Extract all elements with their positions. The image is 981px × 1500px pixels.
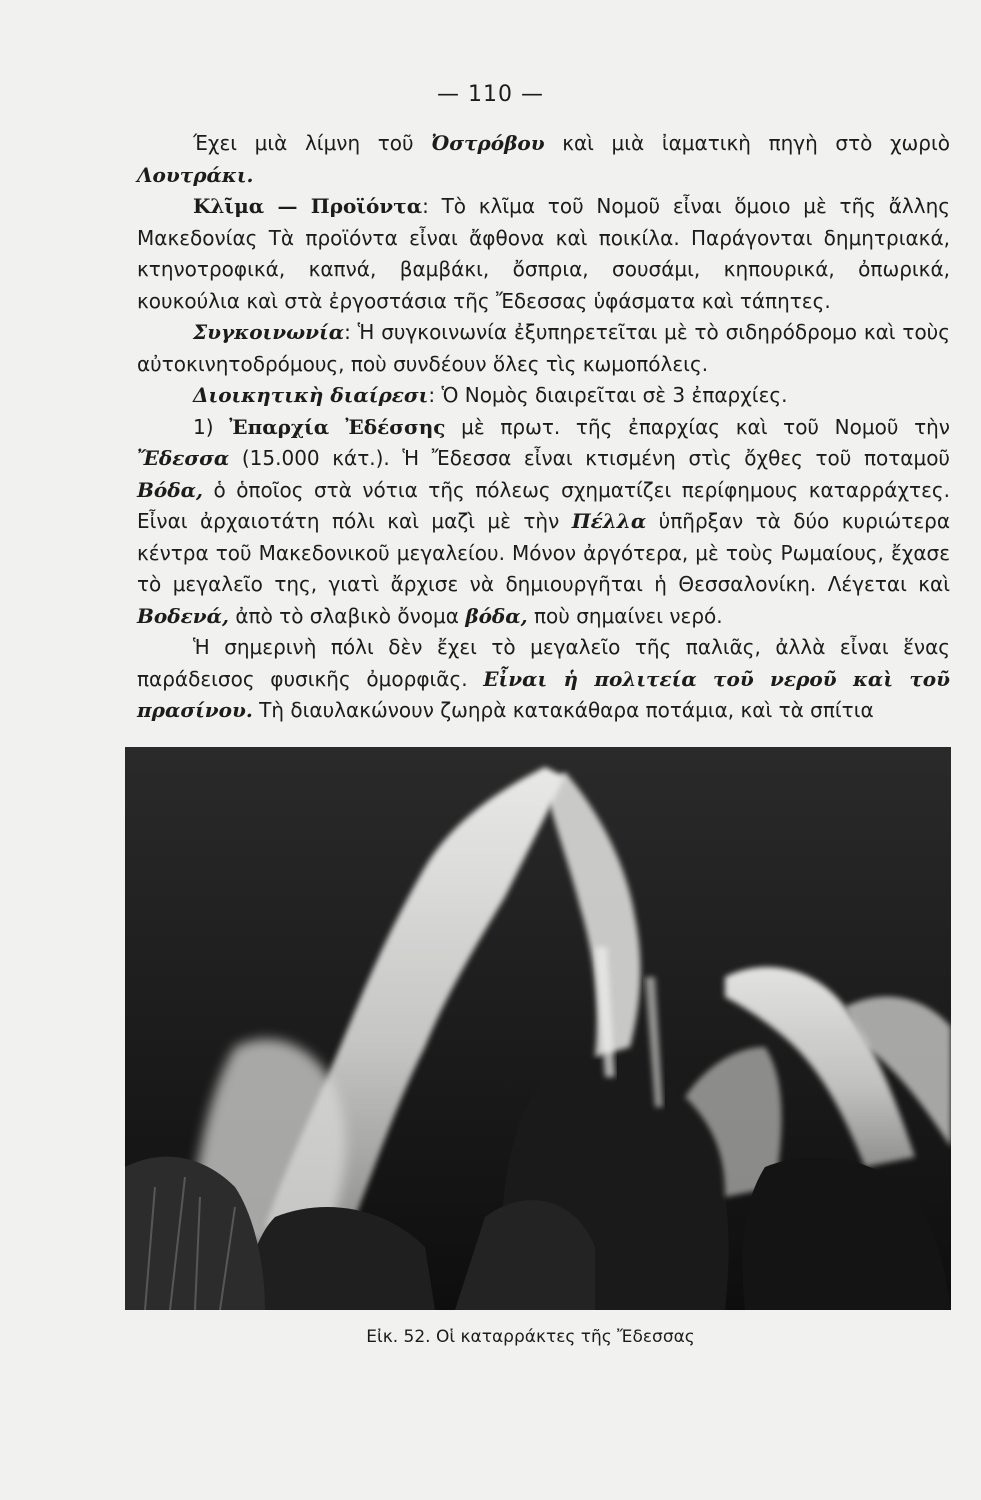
text: μὲ πρωτ. τῆς ἐπαρχίας καὶ τοῦ Νομοῦ τὴν: [445, 414, 950, 439]
section-heading: Ἐπαρχία Ἐδέσσης: [229, 414, 446, 439]
waterfall-photo: [125, 747, 951, 1310]
emphasis: Ἔδεσσα: [137, 446, 230, 470]
emphasis: Βοδενά,: [137, 603, 229, 628]
paragraph-modern-city: [137, 632, 950, 727]
paragraph-edessa: [137, 412, 950, 633]
text: Τὴ διαυλακώνουν ζωηρὰ κατακάθαρα ποτάμια, καὶ τὰ σπίτια: [252, 698, 874, 722]
text: ἀπὸ τὸ σλαβικὸ ὄνομα: [228, 603, 466, 628]
text: καὶ μιὰ ἰαματικὴ πηγὴ στὸ χωριὸ: [544, 131, 950, 155]
section-heading: Συγκοινωνία: [193, 320, 345, 344]
paragraph-administration: [137, 380, 950, 412]
text: 1): [193, 414, 230, 439]
section-heading: Διοικητικὴ διαίρεσι: [193, 383, 429, 407]
body-text: [137, 128, 950, 727]
text: (15.000 κάτ.). Ἡ Ἔδεσσα εἶναι κτισμένη στὶς ὄχθες τοῦ ποταμοῦ: [229, 446, 950, 470]
paragraph-transport: [137, 317, 950, 380]
emphasis: Πέλλα: [571, 509, 647, 533]
text: : Ἡ συγκοινωνία ἐξυπηρετεῖται μὲ τὸ σιδηρόδρομο καὶ τοὺς αὐτοκινητοδρόμους, ποὺ συνδέουν ὅλες τὶς κωμοπόλεις.: [137, 320, 950, 376]
figure-caption: Εἰκ. 52. Οἱ καταρράκτες τῆς Ἔδεσσας: [366, 1327, 695, 1347]
emphasis: Εἶναι ἡ πολιτεία τοῦ νεροῦ καὶ τοῦ πρασίνου.: [137, 666, 951, 722]
text: : Ὁ Νομὸς διαιρεῖται σὲ 3 ἐπαρχίες.: [428, 383, 788, 407]
paragraph-climate: [137, 191, 950, 317]
paragraph-lakes: [137, 128, 950, 191]
section-heading: Κλῖμα — Προϊόντα: [193, 194, 423, 218]
text: ὁ ὁποῖος στὰ νότια τῆς πόλεως σχηματίζει περίφημους καταρράχτες. Εἶναι ἀρχαιοτάτη πόλι καὶ μαζὶ μὲ τὴν: [137, 477, 950, 533]
waterfall-illustration: [125, 747, 951, 1310]
emphasis: Ὀστρόβου: [431, 131, 545, 155]
emphasis: Βόδα,: [137, 477, 203, 502]
text: : Τὸ κλῖμα τοῦ Νομοῦ εἶναι ὅμοιο μὲ τῆς ἄλλης Μακεδονίας Τὰ προϊόντα εἶναι ἄφθονα καὶ ποικίλα. Παράγονται δημητριακά, κτηνοτροφικά, καπνά, βαμβάκι, ὄσπρια, σουσάμι, κηπουρικά, ὀπωρικά, κουκούλια καὶ στὰ ἐργοστάσια τῆς Ἔδεσσας ὑφάσματα καὶ τάπητες.: [137, 194, 951, 313]
text: ποὺ σημαίνει νερό.: [527, 603, 723, 628]
text: Ἡ σημερινὴ πόλι δὲν ἔχει τὸ μεγαλεῖο τῆς παλιᾶς, ἀλλὰ εἶναι ἕνας παράδεισος φυσικῆς ὀμορφιᾶς.: [137, 635, 950, 691]
text: ὑπῆρξαν τὰ δύο κυριώτερα κέντρα τοῦ Μακεδονικοῦ μεγαλείου. Μόνον ἀργότερα, μὲ τοὺς Ρωμαίους, ἔχασε τὸ μεγαλεῖο της, γιατὶ ἄρχισε νὰ δημιουργῆται ἡ Θεσσαλονίκη. Λέγεται καὶ: [137, 509, 951, 596]
emphasis: βόδα,: [465, 603, 528, 628]
emphasis: Λουτράκι.: [137, 162, 254, 187]
page-number: — 110 —: [437, 82, 544, 107]
text: Έχει μιὰ λίμνη τοῦ: [193, 131, 432, 155]
